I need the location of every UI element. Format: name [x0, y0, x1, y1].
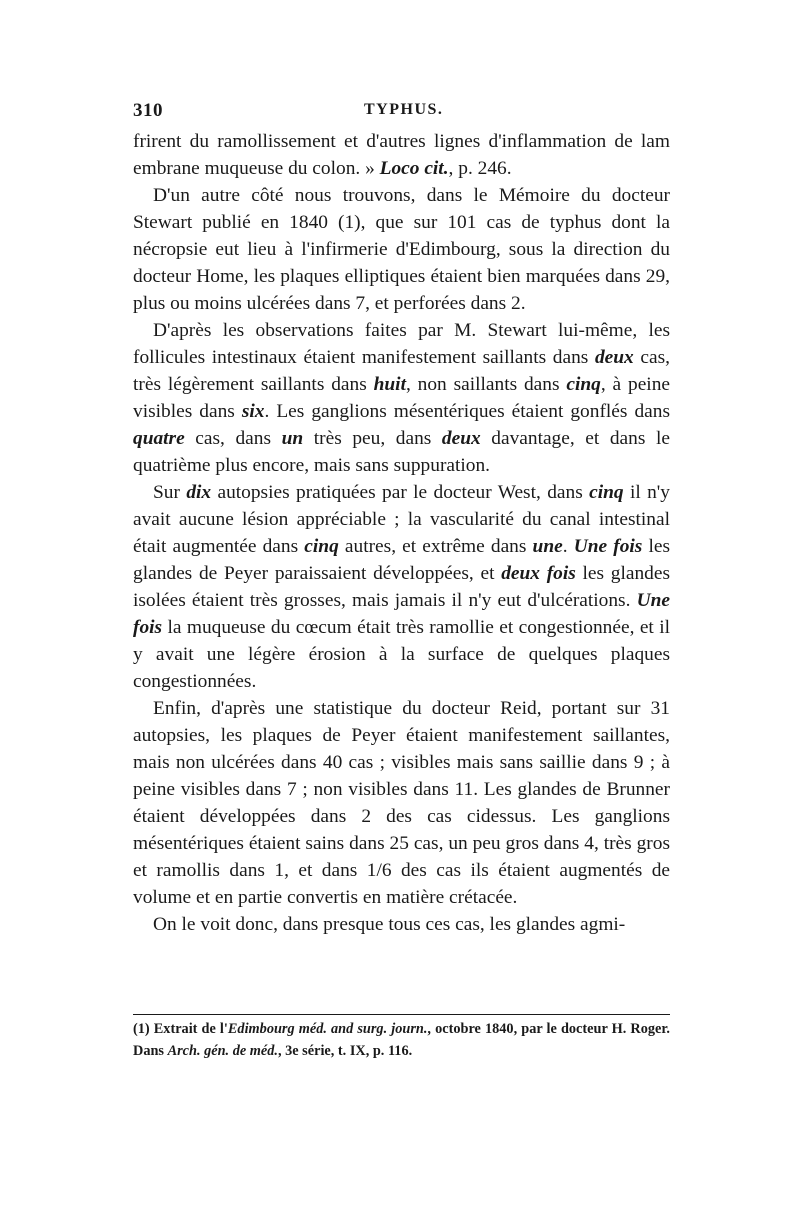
- emphasized-text: huit: [373, 374, 406, 395]
- emphasized-text: quatre: [133, 428, 185, 449]
- footnote-citation: Arch. gén. de méd.: [167, 1043, 278, 1059]
- text-run: , p. 246.: [448, 158, 512, 179]
- text-run: très peu, dans: [303, 428, 442, 449]
- running-head: TYPHUS.: [364, 101, 444, 118]
- footnote-citation: Edimbourg méd. and surg. journ.: [227, 1021, 428, 1037]
- emphasized-text: Loco cit.: [379, 158, 449, 179]
- page-header: [133, 100, 669, 124]
- text-run: , à peine visibles dans: [133, 374, 670, 422]
- text-run: les glandes isolées étaient très grosses, mais jamais il n'y eut d'ulcérations.: [133, 563, 671, 611]
- paragraph-2: [133, 182, 670, 317]
- paragraph-3: [133, 317, 670, 479]
- text-run: cas, dans: [184, 428, 282, 449]
- text-run: Sur: [153, 482, 187, 503]
- paragraph-6: [133, 911, 670, 938]
- paragraph-1: [133, 128, 670, 182]
- paragraph-4: [133, 479, 670, 695]
- emphasized-text: deux: [441, 428, 481, 449]
- emphasized-text: cinq: [589, 482, 624, 503]
- text-run: , non saillants dans: [405, 374, 567, 395]
- emphasized-text: six: [241, 401, 265, 422]
- text-run: . Les ganglions mésentériques étaient gonflés dans: [264, 401, 670, 422]
- emphasized-text: un: [281, 428, 304, 449]
- body-text: [133, 128, 670, 938]
- text-run: D'un autre côté nous trouvons, dans le Mémoire du docteur Stewart publié en 1840 (1), que sur 101 cas de typhus dont la nécropsie eut lieu à l'infirmerie d'Edimbourg, sous la direction du docteur Home, les plaques elliptiques étaient bien marquées dans 29, plus ou moins ulcérées dans 7, et perforées dans 2.: [133, 185, 670, 314]
- text-run: cas, très légèrement saillants dans: [133, 347, 670, 395]
- footnote-rule: [133, 1014, 670, 1015]
- text-run: autres, et extrême dans: [338, 536, 533, 557]
- text-run: D'après les observations faites par M. Stewart lui-même, les follicules intestinaux étaient manifestement saillants dans: [133, 320, 670, 368]
- footnote-text: (1) Extrait de l': [133, 1021, 228, 1037]
- text-run: On le voit donc, dans presque tous ces cas, les glandes agmi-: [153, 914, 626, 935]
- emphasized-text: deux: [594, 347, 634, 368]
- footnote: [133, 1018, 670, 1062]
- text-run: la muqueuse du cœcum était très ramollie et congestionnée, et il y avait une légère érosion à la surface de quelques plaques congestionnées.: [133, 617, 670, 692]
- emphasized-text: une: [532, 536, 563, 557]
- emphasized-text: dix: [186, 482, 212, 503]
- paragraph-5: [133, 695, 670, 911]
- page-number: 310: [133, 100, 163, 121]
- footnote-text: , 3e série, t. IX, p. 116.: [277, 1043, 413, 1059]
- text-run: les glandes de Peyer paraissaient développées, et: [133, 536, 670, 584]
- emphasized-text: cinq: [304, 536, 339, 557]
- emphasized-text: Une fois: [133, 590, 670, 638]
- text-run: frirent du ramollissement et d'autres lignes d'inflammation de lam embrane muqueuse du colon. »: [133, 131, 670, 179]
- text-run: .: [562, 536, 574, 557]
- footnote-text: , octobre 1840, par le docteur H. Roger. Dans: [133, 1021, 670, 1059]
- emphasized-text: deux fois: [501, 563, 576, 584]
- text-run: davantage, et dans le quatrième plus encore, mais sans suppuration.: [133, 428, 670, 476]
- emphasized-text: cinq: [566, 374, 601, 395]
- emphasized-text: Une fois: [573, 536, 643, 557]
- text-run: Enfin, d'après une statistique du docteur Reid, portant sur 31 autopsies, les plaques de Peyer étaient manifestement saillantes, mais non ulcérées dans 40 cas ; visibles mais sans saillie dans 9 ; à peine visibles dans 7 ; non visibles dans 11. Les glandes de Brunner étaient développées dans 2 des cas cidessus. Les ganglions mésentériques étaient sains dans 25 cas, un peu gros dans 4, très gros et ramollis dans 1, et dans 1/6 des cas ils étaient augmentés de volume et en partie convertis en matière crétacée.: [133, 698, 670, 908]
- text-run: autopsies pratiquées par le docteur West, dans: [211, 482, 590, 503]
- text-run: il n'y avait aucune lésion appréciable ; la vascularité du canal intestinal était augmentée dans: [133, 482, 670, 557]
